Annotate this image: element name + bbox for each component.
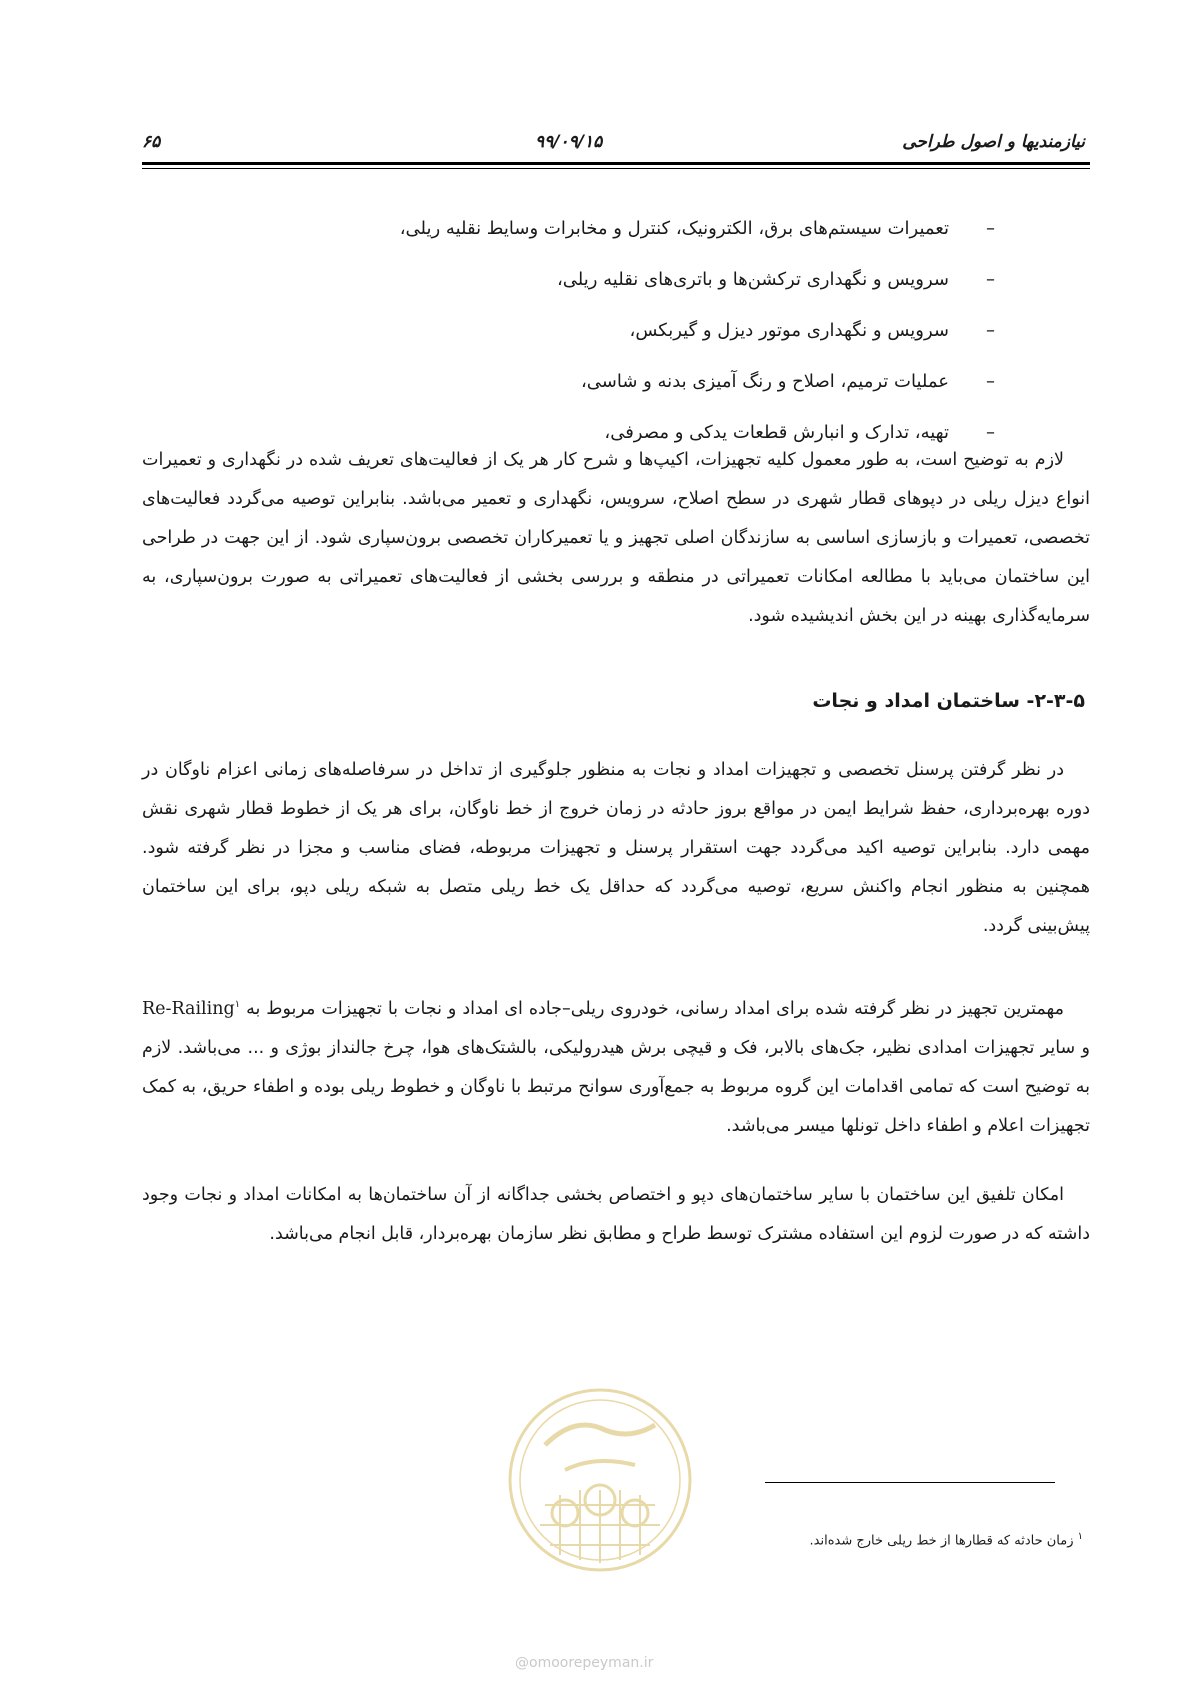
header-title: نیازمندیها و اصول طراحی xyxy=(902,132,1085,152)
list-item: –سرویس و نگهداری ترکشن‌ها و باتری‌های نقلیه ریلی، xyxy=(556,269,995,290)
footnote-ref: ۱ xyxy=(234,999,241,1010)
header-rule-thin xyxy=(142,168,1090,169)
bullet-list xyxy=(400,215,995,470)
section-heading: ۲-۳-۵- ساختمان امداد و نجات xyxy=(812,690,1085,712)
header-rule-thick xyxy=(142,162,1090,165)
paragraph-rescue-equipment: مهمترین تجهیز در نظر گرفته شده برای امداد رسانی، خودروی ریلی–جاده ای امداد و نجات با تجهیزات مربوط به Re-Railing$^۱$ و سایر تجهیزات امدادی نظیر، جک‌های بالابر، فک و قیچی برش هیدرولیکی، بالشتک‌های هوا، چرخ جالنداز بوژی و ... می‌باشد. لازم به توضیح است که تمامی اقدامات این گروه مربوط به جمع‌آوری سوانح مرتبط با ناوگان و خطوط ریلی بوده و اطفاء حریق، به کمک تجهیزات اعلام و اطفاء داخل تونلها میسر می‌باشد. xyxy=(142,998,1090,1136)
list-item: –تهیه، تدارک و انبارش قطعات یدکی و مصرفی، xyxy=(604,422,995,443)
rerailing-term: Re-Railing xyxy=(142,998,235,1019)
list-item: –سرویس و نگهداری موتور دیزل و گیربکس، xyxy=(629,320,995,341)
list-item: –تعمیرات سیستم‌های برق، الکترونیک، کنترل و مخابرات وسایط نقلیه ریلی، xyxy=(399,218,995,239)
paragraph-outsourcing: لازم به توضیح است، به طور معمول کلیه تجهیزات، اکیپ‌ها و شرح کار هر یک از فعالیت‌های تعریف شده در نگهداری و تعمیرات انواع دیزل ریلی در دپوهای قطار شهری در سطح اصلاح، سرویس، نگهداری و تعمیر می‌باشد. بنابراین توصیه می‌گردد فعالیت‌های تخصصی، تعمیرات و بازسازی اساسی به سازندگان اصلی تجهیز و یا تعمیرکاران تخصصی برون‌سپاری شود. از این جهت در طراحی این ساختمان می‌باید با مطالعه امکانات تعمیراتی در منطقه و بررسی بخشی از فعالیت‌های تعمیراتی به صورت برون‌سپاری، به سرمایه‌گذاری بهینه در این بخش اندیشیده شود. xyxy=(142,450,1090,626)
header-date: ۹۹/۰۹/۱۵ xyxy=(535,132,603,152)
footnote: $^۱$ زمان حادثه که قطارها از خط ریلی خارج شده‌اند. xyxy=(809,1531,1083,1549)
page-number: ۶۵ xyxy=(142,132,161,152)
list-item: –عملیات ترمیم، اصلاح و رنگ آمیزی بدنه و شاسی، xyxy=(580,371,995,392)
paragraph-integration: امکان تلفیق این ساختمان با سایر ساختمان‌های دپو و اختصاص بخشی جداگانه از آن ساختمان‌ها به امکانات امداد و نجات وجود داشته که در صورت لزوم این استفاده مشترک توسط طراح و مطابق نظر سازمان بهره‌بردار، قابل انجام می‌باشد. xyxy=(142,1185,1090,1244)
watermark-logo-icon xyxy=(505,1385,695,1575)
paragraph-rescue-staff: در نظر گرفتن پرسنل تخصصی و تجهیزات امداد و نجات به منظور جلوگیری از تداخل در سرفاصله‌های زمانی اعزام ناوگان در دوره بهره‌برداری، حفظ شرایط ایمن در مواقع بروز حادثه در زمان خروج از خط ناوگان، برای هر یک از خطوط قطار شهری نقش مهمی دارد. بنابراین توصیه اکید می‌گردد جهت استقرار پرسنل و تجهیزات مربوطه، فضای مناسب و مجزا در نظر گرفته شود. همچنین به منظور انجام واکنش سریع، توصیه می‌گردد که حداقل یک خط ریلی متصل به شبکه ریلی دپو، برای این ساختمان پیش‌بینی گردد. xyxy=(142,760,1090,936)
footnote-separator xyxy=(765,1482,1055,1483)
watermark-url: @omoorepeyman.ir xyxy=(515,1655,654,1671)
